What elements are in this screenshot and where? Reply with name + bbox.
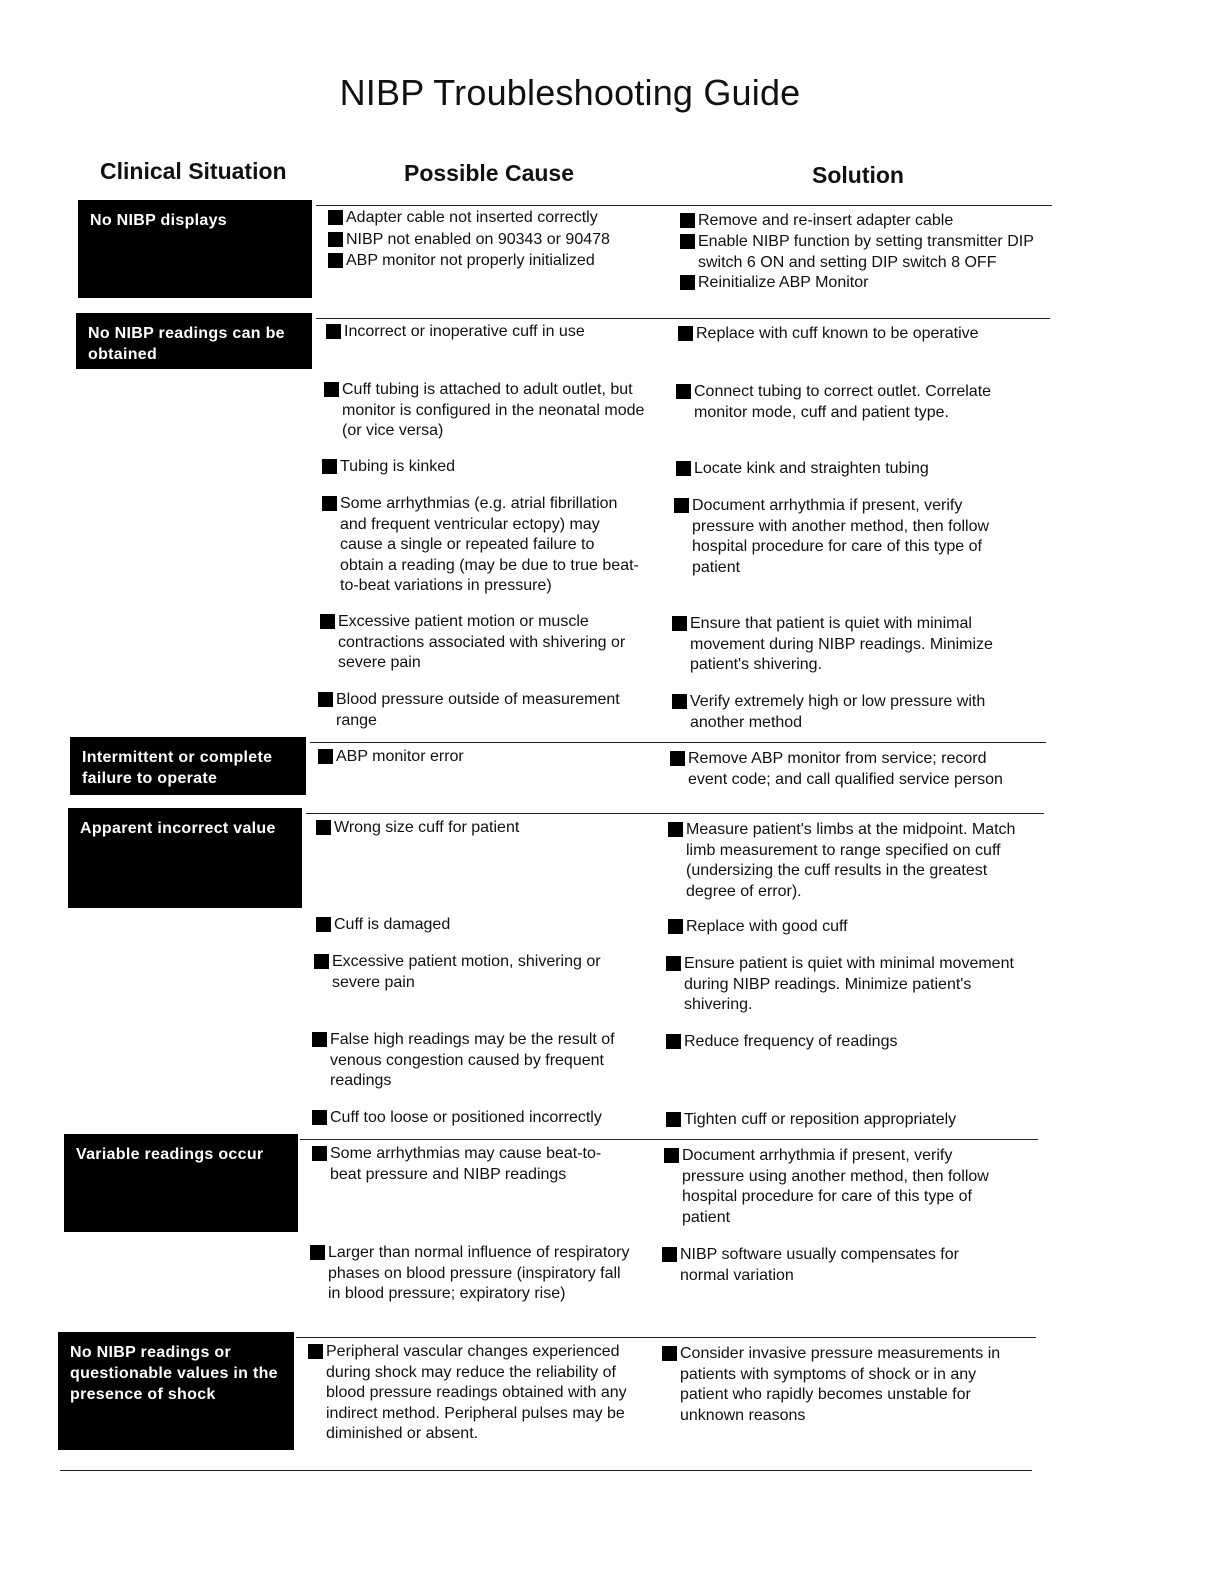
solution-item: Document arrhythmia if present, verify pressure with another method, then follow hospital procedure for care of this type of patient (674, 496, 1014, 578)
bullet-icon (676, 384, 691, 399)
section-divider (300, 1139, 1038, 1140)
column-header-solution: Solution (812, 162, 904, 188)
cause-item: Some arrhythmias may cause beat-to-beat pressure and NIBP readings (312, 1144, 632, 1185)
cause-item: Some arrhythmias (e.g. atrial fibrillation and frequent ventricular ectopy) may cause a single or repeated failure to obtain a reading (may be due to true beat-to-beat variations in pressure) (322, 494, 642, 597)
section-divider (310, 742, 1046, 743)
situation-shock: No NIBP readings or questionable values in the presence of shock (58, 1332, 294, 1450)
bullet-icon (318, 692, 333, 707)
situation-no-readings: No NIBP readings can be obtained (76, 313, 312, 369)
column-header-situation: Clinical Situation (100, 158, 287, 184)
solution-item: Locate kink and straighten tubing (676, 459, 1020, 480)
bullet-icon (662, 1247, 677, 1262)
cause-item: ABP monitor not properly initialized (328, 251, 668, 272)
solution-item: Remove ABP monitor from service; record event code; and call qualified service person (670, 749, 1030, 790)
solution-item: NIBP software usually compensates for normal variation (662, 1245, 992, 1286)
bullet-icon (320, 614, 335, 629)
bullet-icon (674, 498, 689, 513)
solution-item: Reinitialize ABP Monitor (680, 273, 1052, 294)
bullet-icon (666, 1112, 681, 1127)
section-divider (316, 205, 1052, 206)
bullet-icon (670, 751, 685, 766)
situation-intermittent-failure: Intermittent or complete failure to operate (70, 737, 306, 795)
bullet-icon (680, 234, 695, 249)
bullet-icon (666, 956, 681, 971)
cause-item: False high readings may be the result of venous congestion caused by frequent readings (312, 1030, 642, 1092)
cause-item: Excessive patient motion, shivering or severe pain (314, 952, 634, 993)
bullet-icon (680, 213, 695, 228)
cause-item: Wrong size cuff for patient (316, 818, 652, 839)
bullet-icon (678, 326, 693, 341)
cause-item: Cuff tubing is attached to adult outlet, but monitor is configured in the neonatal mode (or vice versa) (324, 380, 660, 442)
bullet-icon (314, 954, 329, 969)
cause-item: Excessive patient motion or muscle contractions associated with shivering or severe pain (320, 612, 656, 674)
bullet-icon (666, 1034, 681, 1049)
bullet-icon (322, 496, 337, 511)
bullet-icon (324, 382, 339, 397)
bullet-icon (664, 1148, 679, 1163)
cause-item: Cuff is damaged (316, 915, 652, 936)
situation-no-nibp-displays: No NIBP displays (78, 200, 312, 298)
page-title: NIBP Troubleshooting Guide (339, 72, 801, 113)
bullet-icon (312, 1146, 327, 1161)
bullet-icon (680, 275, 695, 290)
solution-item: Consider invasive pressure measurements in patients with symptoms of shock or in any patient who rapidly becomes unstable for unknown reasons (662, 1344, 1026, 1426)
solution-item: Reduce frequency of readings (666, 1032, 1016, 1053)
bullet-icon (672, 616, 687, 631)
solution-item: Ensure that patient is quiet with minimal movement during NIBP readings. Minimize patient's shivering. (672, 614, 1016, 676)
solution-item: Document arrhythmia if present, verify pressure using another method, then follow hospital procedure for care of this type of patient (664, 1146, 1014, 1228)
bullet-icon (328, 253, 343, 268)
bullet-icon (328, 210, 343, 225)
bullet-icon (662, 1346, 677, 1361)
cause-item: Blood pressure outside of measurement range (318, 690, 654, 731)
bullet-icon (668, 919, 683, 934)
solution-item: Ensure patient is quiet with minimal movement during NIBP readings. Minimize patient's shivering. (666, 954, 1016, 1016)
column-header-cause: Possible Cause (404, 160, 575, 186)
solution-item: Verify extremely high or low pressure with another method (672, 692, 1012, 733)
cause-item: NIBP not enabled on 90343 or 90478 (328, 230, 668, 251)
bullet-icon (322, 459, 337, 474)
cause-item: Cuff too loose or positioned incorrectly (312, 1108, 648, 1129)
bullet-icon (316, 917, 331, 932)
bullet-icon (318, 749, 333, 764)
solution-item: Replace with cuff known to be operative (678, 324, 1038, 345)
situation-variable-readings: Variable readings occur (64, 1134, 298, 1232)
bottom-rule (60, 1470, 1032, 1471)
bullet-icon (326, 324, 341, 339)
cause-item: Adapter cable not inserted correctly (328, 208, 668, 229)
cause-item: ABP monitor error (318, 747, 654, 768)
bullet-icon (310, 1245, 325, 1260)
solution-item: Connect tubing to correct outlet. Correlate monitor mode, cuff and patient type. (676, 382, 1020, 423)
bullet-icon (328, 232, 343, 247)
solution-item: Enable NIBP function by setting transmitter DIP switch 6 ON and setting DIP switch 8 OFF (680, 232, 1052, 273)
bullet-icon (672, 694, 687, 709)
situation-incorrect-value: Apparent incorrect value (68, 808, 302, 908)
cause-item: Larger than normal influence of respiratory phases on blood pressure (inspiratory fall in blood pressure; expiratory rise) (310, 1243, 630, 1305)
bullet-icon (312, 1110, 327, 1125)
section-divider (296, 1337, 1036, 1338)
solution-item: Tighten cuff or reposition appropriately (666, 1110, 1016, 1131)
cause-item: Incorrect or inoperative cuff in use (326, 322, 660, 343)
solution-item: Measure patient's limbs at the midpoint. Match limb measurement to range specified on cuff (undersizing the cuff results in the greatest degree of error). (668, 820, 1018, 902)
bullet-icon (312, 1032, 327, 1047)
cause-item: Peripheral vascular changes experienced during shock may reduce the reliability of blood pressure readings obtained with any indirect method. Peripheral pulses may be diminished or absent. (308, 1342, 644, 1445)
section-divider (306, 813, 1044, 814)
solution-item: Replace with good cuff (668, 917, 1018, 938)
bullet-icon (308, 1344, 323, 1359)
section-divider (316, 318, 1050, 319)
cause-item: Tubing is kinked (322, 457, 658, 478)
solution-item: Remove and re-insert adapter cable (680, 211, 1052, 232)
bullet-icon (316, 820, 331, 835)
bullet-icon (668, 822, 683, 837)
bullet-icon (676, 461, 691, 476)
